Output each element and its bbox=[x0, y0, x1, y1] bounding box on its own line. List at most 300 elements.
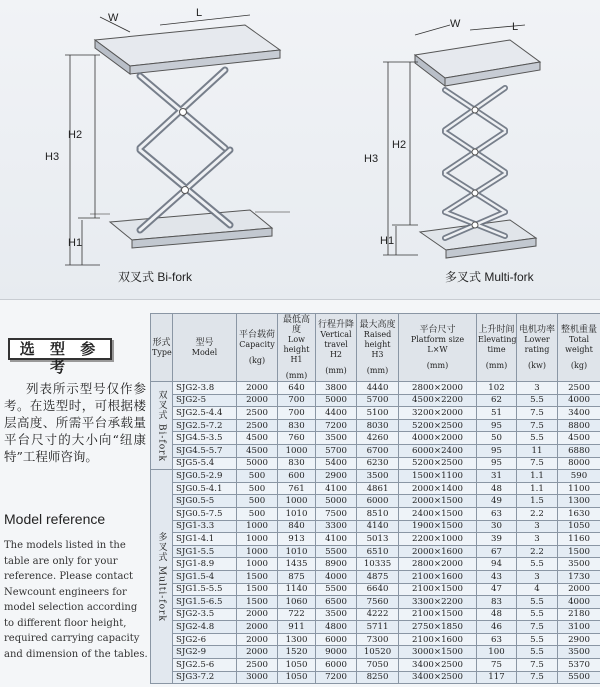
column-header-unit: (mm) bbox=[426, 360, 449, 370]
column-header-unit: (mm) bbox=[285, 370, 308, 380]
table-cell: 830 bbox=[278, 457, 316, 470]
dim-label-h3: H3 bbox=[364, 153, 379, 165]
table-cell: 4500×2200 bbox=[399, 394, 477, 407]
table-cell: 4500 bbox=[558, 432, 600, 445]
column-header-en: Type bbox=[152, 347, 172, 357]
table-cell: 4861 bbox=[357, 482, 399, 495]
dim-label-h1: H1 bbox=[380, 235, 395, 247]
table-cell: 43 bbox=[477, 570, 517, 583]
table-cell: 1500×1100 bbox=[399, 470, 477, 483]
table-cell: 102 bbox=[477, 382, 517, 395]
table-cell: 6640 bbox=[357, 583, 399, 596]
model-cell: SJG2-5 bbox=[173, 394, 237, 407]
table-cell: 2000 bbox=[558, 583, 600, 596]
bi-fork-caption: 双叉式 Bi-fork bbox=[118, 270, 193, 284]
table-row bbox=[151, 457, 600, 470]
model-cell: SJG0.5-4.1 bbox=[173, 482, 237, 495]
model-cell: SJG0.5-2.9 bbox=[173, 470, 237, 483]
dim-label-h2: H2 bbox=[392, 139, 407, 151]
table-cell: 5000 bbox=[316, 394, 357, 407]
column-header-unit: (mm) bbox=[325, 365, 347, 375]
table-cell: 1060 bbox=[278, 596, 316, 609]
table-cell: 7050 bbox=[357, 659, 399, 672]
table-cell: 46 bbox=[477, 621, 517, 634]
table-row bbox=[151, 583, 600, 596]
table-cell: 9000 bbox=[316, 646, 357, 659]
model-cell: SJG5-5.4 bbox=[173, 457, 237, 470]
table-cell: 5700 bbox=[316, 444, 357, 457]
table-cell: 4140 bbox=[357, 520, 399, 533]
selection-note-zh: 列表所示型号仅作参考。在选型时，可根据楼层高度、所需平台承载量平台尺寸的大小向“纽康特”工程师咨询。 bbox=[4, 381, 146, 464]
table-row bbox=[151, 482, 600, 495]
model-cell: SJG4.5-5.7 bbox=[173, 444, 237, 457]
column-header-unit: (kg) bbox=[248, 355, 266, 365]
table-row bbox=[151, 470, 600, 483]
table-cell: 2900 bbox=[316, 470, 357, 483]
column-header-zh: 形式 bbox=[152, 337, 171, 348]
table-cell: 911 bbox=[278, 621, 316, 634]
table-cell: 75 bbox=[477, 659, 517, 672]
table-cell: 3500 bbox=[357, 470, 399, 483]
model-cell: SJG1.5-4 bbox=[173, 570, 237, 583]
table-cell: 722 bbox=[278, 608, 316, 621]
table-cell: 1.1 bbox=[517, 470, 558, 483]
table-cell: 2000 bbox=[237, 633, 278, 646]
model-cell: SJG2-3.8 bbox=[173, 382, 237, 395]
table-cell: 2000 bbox=[237, 621, 278, 634]
table-cell: 1500 bbox=[237, 596, 278, 609]
table-cell: 1.1 bbox=[517, 482, 558, 495]
table-cell: 5370 bbox=[558, 659, 600, 672]
table-cell: 2200×1000 bbox=[399, 533, 477, 546]
table-cell: 6500 bbox=[316, 596, 357, 609]
column-header-zh: 上升时间 bbox=[478, 324, 515, 335]
table-cell: 3500 bbox=[316, 608, 357, 621]
table-cell: 2100×1500 bbox=[399, 608, 477, 621]
model-cell: SJG3-7.2 bbox=[173, 671, 237, 684]
column-header bbox=[517, 314, 558, 382]
table-cell: 1730 bbox=[558, 570, 600, 583]
table-cell: 4100 bbox=[316, 533, 357, 546]
table-cell: 100 bbox=[477, 646, 517, 659]
table-cell: 4000×2000 bbox=[399, 432, 477, 445]
table-cell: 590 bbox=[558, 470, 600, 483]
table-cell: 2000×1400 bbox=[399, 482, 477, 495]
table-cell: 3500 bbox=[316, 432, 357, 445]
dim-label-l: L bbox=[512, 21, 519, 33]
table-cell: 1050 bbox=[278, 659, 316, 672]
table-cell: 8000 bbox=[558, 457, 600, 470]
table-cell: 5500 bbox=[558, 671, 600, 684]
column-header bbox=[558, 314, 600, 382]
table-cell: 2800×2000 bbox=[399, 382, 477, 395]
table-row bbox=[151, 520, 600, 533]
column-header bbox=[399, 314, 477, 382]
model-cell: SJG2-9 bbox=[173, 646, 237, 659]
selection-note-en: The models listed in the table are only for your reference. Please contact Newcount engineers for model selection according to different floor height, required carrying capacity and dimension of the tables. bbox=[4, 540, 148, 660]
table-cell: 5500 bbox=[316, 545, 357, 558]
table-cell: 5200×2500 bbox=[399, 419, 477, 432]
table-cell: 913 bbox=[278, 533, 316, 546]
table-row bbox=[151, 633, 600, 646]
model-cell: SJG1.5-6.5 bbox=[173, 596, 237, 609]
table-cell: 3200×2000 bbox=[399, 407, 477, 420]
table-cell: 1000 bbox=[237, 533, 278, 546]
table-cell: 95 bbox=[477, 444, 517, 457]
table-cell: 6000 bbox=[357, 495, 399, 508]
table-cell: 2.2 bbox=[517, 507, 558, 520]
table-cell: 500 bbox=[237, 470, 278, 483]
table-cell: 48 bbox=[477, 608, 517, 621]
table-cell: 1160 bbox=[558, 533, 600, 546]
multi-fork-lift-diagram bbox=[300, 0, 600, 300]
table-cell: 48 bbox=[477, 482, 517, 495]
table-cell: 1630 bbox=[558, 507, 600, 520]
column-header-unit: (mm) bbox=[485, 360, 508, 370]
column-header-en: Capacity bbox=[239, 339, 275, 349]
table-cell: 760 bbox=[278, 432, 316, 445]
table-cell: 3 bbox=[517, 570, 558, 583]
dim-label-l: L bbox=[196, 7, 203, 19]
column-header bbox=[278, 314, 316, 382]
table-cell: 3800 bbox=[316, 382, 357, 395]
table-row bbox=[151, 671, 600, 684]
table-cell: 8900 bbox=[316, 558, 357, 571]
spec-table bbox=[150, 313, 600, 684]
table-cell: 4000 bbox=[558, 394, 600, 407]
model-cell: SJG1-4.1 bbox=[173, 533, 237, 546]
model-cell: SJG2-6 bbox=[173, 633, 237, 646]
table-cell: 6000 bbox=[316, 659, 357, 672]
table-cell: 640 bbox=[278, 382, 316, 395]
table-cell: 7300 bbox=[357, 633, 399, 646]
table-cell: 5400 bbox=[316, 457, 357, 470]
model-cell: SJG0.5-5 bbox=[173, 495, 237, 508]
column-header-en: Low height H1 bbox=[283, 334, 310, 364]
model-cell: SJG2.5-7.2 bbox=[173, 419, 237, 432]
column-header-unit: (mm) bbox=[366, 365, 389, 375]
table-row bbox=[151, 608, 600, 621]
table-cell: 1050 bbox=[558, 520, 600, 533]
table-cell: 51 bbox=[477, 407, 517, 420]
table-row bbox=[151, 507, 600, 520]
column-header-zh: 平台载荷 bbox=[238, 329, 275, 340]
table-cell: 7200 bbox=[316, 671, 357, 684]
table-row bbox=[151, 558, 600, 571]
table-cell: 1900×1500 bbox=[399, 520, 477, 533]
model-cell: SJG2.5-6 bbox=[173, 659, 237, 672]
table-cell: 2000×1600 bbox=[399, 545, 477, 558]
column-header-zh: 最低高度 bbox=[282, 314, 310, 335]
table-cell: 5.5 bbox=[517, 432, 558, 445]
table-cell: 5000 bbox=[237, 457, 278, 470]
table-cell: 2500 bbox=[558, 382, 600, 395]
table-cell: 7.5 bbox=[517, 457, 558, 470]
table-cell: 1.5 bbox=[517, 495, 558, 508]
table-cell: 3000×1500 bbox=[399, 646, 477, 659]
model-cell: SJG1.5-5.5 bbox=[173, 583, 237, 596]
table-cell: 761 bbox=[278, 482, 316, 495]
multi-fork-caption: 多叉式 Multi-fork bbox=[445, 270, 534, 284]
table-cell: 840 bbox=[278, 520, 316, 533]
dim-label-h3: H3 bbox=[45, 151, 60, 163]
table-cell: 3000 bbox=[237, 671, 278, 684]
table-cell: 4500 bbox=[237, 444, 278, 457]
table-cell: 39 bbox=[477, 533, 517, 546]
table-cell: 5.5 bbox=[517, 558, 558, 571]
table-cell: 2000 bbox=[237, 608, 278, 621]
table-cell: 5.5 bbox=[517, 394, 558, 407]
table-cell: 5.5 bbox=[517, 633, 558, 646]
table-row bbox=[151, 659, 600, 672]
table-cell: 8800 bbox=[558, 419, 600, 432]
table-cell: 4400 bbox=[316, 407, 357, 420]
model-cell: SJG2.5-4.4 bbox=[173, 407, 237, 420]
table-cell: 47 bbox=[477, 583, 517, 596]
table-cell: 2400×1500 bbox=[399, 507, 477, 520]
table-cell: 3400 bbox=[558, 407, 600, 420]
dim-label-h1: H1 bbox=[68, 237, 83, 249]
type-group-label: 多叉式 Multi-fork bbox=[151, 470, 173, 684]
table-row bbox=[151, 432, 600, 445]
table-cell: 1100 bbox=[558, 482, 600, 495]
table-cell: 4500 bbox=[237, 432, 278, 445]
table-cell: 700 bbox=[278, 394, 316, 407]
table-cell: 83 bbox=[477, 596, 517, 609]
column-header-zh: 整机重量 bbox=[560, 324, 597, 335]
table-cell: 6700 bbox=[357, 444, 399, 457]
table-cell: 1050 bbox=[278, 671, 316, 684]
table-cell: 2000 bbox=[237, 646, 278, 659]
column-header-zh: 最大高度 bbox=[359, 319, 396, 330]
table-cell: 95 bbox=[477, 457, 517, 470]
table-cell: 3 bbox=[517, 533, 558, 546]
table-cell: 4222 bbox=[357, 608, 399, 621]
table-cell: 6510 bbox=[357, 545, 399, 558]
table-cell: 7.5 bbox=[517, 671, 558, 684]
table-cell: 7.5 bbox=[517, 407, 558, 420]
table-cell: 1010 bbox=[278, 507, 316, 520]
model-cell: SJG0.5-7.5 bbox=[173, 507, 237, 520]
column-header-en: Vertical travel H2 bbox=[320, 329, 352, 359]
table-cell: 3400×2500 bbox=[399, 659, 477, 672]
table-cell: 700 bbox=[278, 407, 316, 420]
model-cell: SJG4.5-3.5 bbox=[173, 432, 237, 445]
table-cell: 2100×1600 bbox=[399, 633, 477, 646]
table-cell: 1500 bbox=[558, 545, 600, 558]
table-cell: 5.5 bbox=[517, 646, 558, 659]
table-cell: 7.5 bbox=[517, 621, 558, 634]
table-cell: 3 bbox=[517, 382, 558, 395]
column-header-en: Model bbox=[191, 347, 218, 357]
table-cell: 2000 bbox=[237, 382, 278, 395]
model-cell: SJG1-8.9 bbox=[173, 558, 237, 571]
column-header-en: Total weight bbox=[565, 334, 593, 354]
table-cell: 11 bbox=[517, 444, 558, 457]
table-cell: 94 bbox=[477, 558, 517, 571]
table-cell: 67 bbox=[477, 545, 517, 558]
column-header-zh: 行程升降 bbox=[317, 319, 354, 330]
table-cell: 5.5 bbox=[517, 596, 558, 609]
table-cell: 5711 bbox=[357, 621, 399, 634]
table-cell: 1000 bbox=[237, 545, 278, 558]
model-cell: SJG2-4.8 bbox=[173, 621, 237, 634]
selection-notes bbox=[0, 300, 150, 687]
table-cell: 6880 bbox=[558, 444, 600, 457]
model-cell: SJG2-3.5 bbox=[173, 608, 237, 621]
table-cell: 1000 bbox=[278, 444, 316, 457]
table-body bbox=[151, 382, 600, 684]
table-row bbox=[151, 407, 600, 420]
bi-fork-lift-diagram bbox=[0, 0, 300, 300]
table-header-row bbox=[151, 314, 600, 382]
table-cell: 95 bbox=[477, 419, 517, 432]
table-cell: 31 bbox=[477, 470, 517, 483]
column-header-en: Lower rating bbox=[524, 334, 550, 354]
table-cell: 117 bbox=[477, 671, 517, 684]
table-cell: 500 bbox=[237, 507, 278, 520]
table-cell: 1300 bbox=[558, 495, 600, 508]
table-cell: 4800 bbox=[316, 621, 357, 634]
column-header bbox=[151, 314, 173, 382]
table-row bbox=[151, 596, 600, 609]
table-cell: 7200 bbox=[316, 419, 357, 432]
table-cell: 3 bbox=[517, 520, 558, 533]
table-cell: 4000 bbox=[316, 570, 357, 583]
table-cell: 63 bbox=[477, 633, 517, 646]
model-reference-heading: Model reference bbox=[4, 511, 106, 527]
column-header-unit: (kw) bbox=[528, 360, 546, 370]
table-cell: 5100 bbox=[357, 407, 399, 420]
table-row bbox=[151, 533, 600, 546]
column-header bbox=[173, 314, 237, 382]
table-cell: 8030 bbox=[357, 419, 399, 432]
table-cell: 2500 bbox=[237, 407, 278, 420]
table-cell: 8250 bbox=[357, 671, 399, 684]
table-row bbox=[151, 545, 600, 558]
table-cell: 2000×1500 bbox=[399, 495, 477, 508]
table-cell: 2900 bbox=[558, 633, 600, 646]
column-header-zh: 型号 bbox=[195, 337, 214, 348]
table-cell: 2800×2000 bbox=[399, 558, 477, 571]
table-cell: 5500 bbox=[316, 583, 357, 596]
table-cell: 62 bbox=[477, 394, 517, 407]
table-row bbox=[151, 382, 600, 395]
table-cell: 1140 bbox=[278, 583, 316, 596]
table-row bbox=[151, 394, 600, 407]
column-header-unit: (kg) bbox=[570, 360, 588, 370]
table-cell: 6000×2400 bbox=[399, 444, 477, 457]
selection-title: 选 型 参 考 bbox=[8, 338, 112, 360]
dim-label-w: W bbox=[108, 12, 119, 24]
table-cell: 4260 bbox=[357, 432, 399, 445]
table-cell: 10520 bbox=[357, 646, 399, 659]
table-cell: 4440 bbox=[357, 382, 399, 395]
table-cell: 7.5 bbox=[517, 659, 558, 672]
table-cell: 1520 bbox=[278, 646, 316, 659]
table-row bbox=[151, 495, 600, 508]
model-cell: SJG1-3.3 bbox=[173, 520, 237, 533]
table-cell: 3300×2200 bbox=[399, 596, 477, 609]
table-cell: 3300 bbox=[316, 520, 357, 533]
illustration-panel bbox=[0, 0, 600, 300]
type-group-label: 双叉式 Bi-fork bbox=[151, 382, 173, 470]
table-cell: 600 bbox=[278, 470, 316, 483]
table-row bbox=[151, 419, 600, 432]
table-cell: 6000 bbox=[316, 633, 357, 646]
column-header-en: Elevating time bbox=[478, 334, 517, 354]
table-cell: 8510 bbox=[357, 507, 399, 520]
table-cell: 1000 bbox=[278, 495, 316, 508]
table-cell: 5200×2500 bbox=[399, 457, 477, 470]
dim-label-w: W bbox=[450, 18, 461, 30]
table-cell: 1000 bbox=[237, 558, 278, 571]
table-cell: 3500 bbox=[558, 646, 600, 659]
column-header-en: Raised height H3 bbox=[363, 329, 392, 359]
table-cell: 1000 bbox=[237, 520, 278, 533]
table-cell: 50 bbox=[477, 432, 517, 445]
column-header bbox=[477, 314, 517, 382]
column-header bbox=[357, 314, 399, 382]
table-cell: 830 bbox=[278, 419, 316, 432]
table-cell: 7560 bbox=[357, 596, 399, 609]
table-cell: 5013 bbox=[357, 533, 399, 546]
table-cell: 875 bbox=[278, 570, 316, 583]
table-cell: 4875 bbox=[357, 570, 399, 583]
table-cell: 4 bbox=[517, 583, 558, 596]
table-cell: 1010 bbox=[278, 545, 316, 558]
table-cell: 2100×1500 bbox=[399, 583, 477, 596]
table-cell: 1500 bbox=[237, 570, 278, 583]
table-cell: 7500 bbox=[316, 507, 357, 520]
table-cell: 4100 bbox=[316, 482, 357, 495]
table-cell: 2750×1850 bbox=[399, 621, 477, 634]
table-cell: 5700 bbox=[357, 394, 399, 407]
table-cell: 6230 bbox=[357, 457, 399, 470]
column-header bbox=[316, 314, 357, 382]
table-cell: 30 bbox=[477, 520, 517, 533]
column-header-zh: 电机功率 bbox=[518, 324, 555, 335]
table-cell: 1435 bbox=[278, 558, 316, 571]
table-cell: 1300 bbox=[278, 633, 316, 646]
table-cell: 2500 bbox=[237, 659, 278, 672]
dim-label-h2: H2 bbox=[68, 129, 83, 141]
table-row bbox=[151, 621, 600, 634]
table-cell: 5000 bbox=[316, 495, 357, 508]
column-header bbox=[237, 314, 278, 382]
table-cell: 7.5 bbox=[517, 419, 558, 432]
model-cell: SJG1-5.5 bbox=[173, 545, 237, 558]
table-cell: 49 bbox=[477, 495, 517, 508]
table-cell: 2180 bbox=[558, 608, 600, 621]
table-cell: 3100 bbox=[558, 621, 600, 634]
table-cell: 3400×2500 bbox=[399, 671, 477, 684]
column-header-zh: 平台尺寸 bbox=[419, 324, 456, 335]
table-cell: 500 bbox=[237, 482, 278, 495]
table-row bbox=[151, 444, 600, 457]
table-cell: 2100×1600 bbox=[399, 570, 477, 583]
table-row bbox=[151, 646, 600, 659]
table-cell: 5.5 bbox=[517, 608, 558, 621]
table-cell: 10335 bbox=[357, 558, 399, 571]
table-cell: 2.2 bbox=[517, 545, 558, 558]
table-cell: 500 bbox=[237, 495, 278, 508]
column-header-en: Platform size L×W bbox=[410, 334, 465, 354]
table-cell: 2000 bbox=[237, 394, 278, 407]
table-cell: 4000 bbox=[558, 596, 600, 609]
table-cell: 1500 bbox=[237, 583, 278, 596]
table-cell: 3500 bbox=[558, 558, 600, 571]
